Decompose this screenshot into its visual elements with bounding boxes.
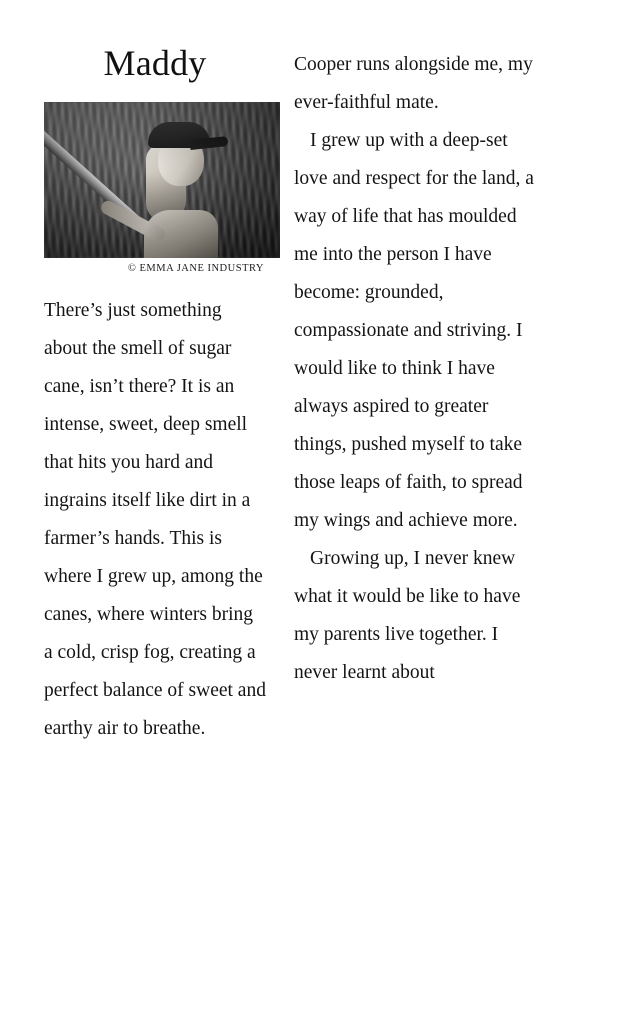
article-figure <box>44 102 266 274</box>
right-column <box>294 28 534 692</box>
paragraph: There’s just something about the smell of sugar cane, isn’t there? It is an intense, sweet, deep smell that hits you hard and ingrains itself like dirt in a farmer’s hands. This is where I grew up, among the canes, where winters bring a cold, crisp fog, creating a perfect balance of sweet and earthy air to breathe. <box>44 300 266 739</box>
page-title: Maddy <box>103 43 207 83</box>
paragraph: Cooper runs alongside me, my ever-faithful mate. <box>294 54 533 113</box>
photo-credit: © EMMA JANE INDUSTRY <box>127 263 264 274</box>
photo-vignette <box>44 102 280 258</box>
two-column-layout <box>44 28 577 748</box>
paragraph: Growing up, I never knew what it would be like to have my parents live together. I never learnt about <box>294 548 521 683</box>
left-column <box>44 28 266 748</box>
article-photo <box>44 102 280 258</box>
paragraph: I grew up with a deep-set love and respect for the land, a way of life that has moulded me into the person I have become: grounded, compassionate and striving. I would like to think I have always aspired to greater things, pushed myself to take those leaps of faith, to spread my wings and achieve more. <box>294 130 534 531</box>
